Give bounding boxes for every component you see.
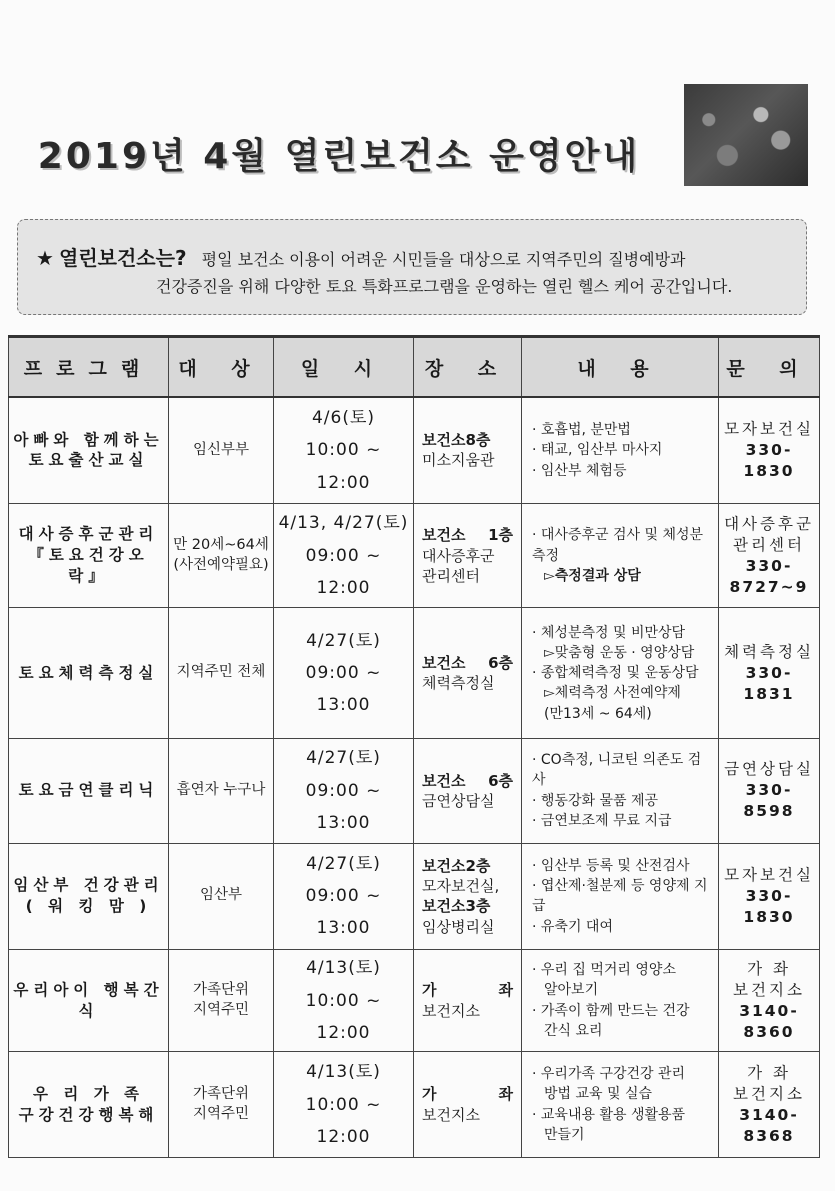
date-cell [274,843,414,949]
contact-line: 3140-8368 [739,1105,799,1145]
header-target: 대 상 [169,337,274,398]
header-place: 장 소 [414,337,522,398]
content-line: · 체성분측정 및 비만상담 [532,624,686,641]
contact-line: 가 좌 [747,959,791,978]
contact-line: 330-8598 [743,781,795,821]
content-line: · 행동강화 물품 제공 [532,792,658,809]
content-line: 만들기 [544,1127,585,1144]
program-cell [9,843,169,949]
place-line: 모자보건실, [422,877,500,895]
content-line: 알아보기 [544,982,599,999]
intro-lead: 열린보건소는? [59,246,187,270]
date-cell [274,950,414,1052]
target-cell [169,503,274,607]
content-line: 간식 요리 [544,1023,603,1040]
target-line: 가족단위 [192,1086,250,1103]
program-line: 토요금연클리닉 [18,781,159,800]
contact-cell [719,397,820,503]
intro-line-2: 건강증진을 위해 다양한 토요 특화프로그램을 운영하는 열린 헬스 케어 공간입니다. [156,277,733,296]
contact-cell [719,503,820,607]
place-line: 보건소 6층 [422,654,513,672]
date-line: 09:00 ~ 12:00 [305,545,382,598]
place-cell [414,1052,522,1158]
content-cell [522,739,719,843]
content-cell [522,1052,719,1158]
target-cell [169,397,274,503]
date-line: 4/27(토) [306,630,381,651]
target-line: 지역주민 [192,1001,250,1018]
date-line: 4/13(토) [306,958,381,979]
contact-line: 모자보건실 [724,865,814,884]
table-row [9,503,820,607]
contact-line: 금연상담실 [724,760,814,779]
target-cell [169,1052,274,1158]
header-program: 프로그램 [9,337,169,398]
contact-line: 330-1831 [743,663,795,703]
date-line: 4/27(토) [306,853,381,874]
target-cell [169,843,274,949]
content-line: · 가족이 함께 만드는 건강 [532,1002,690,1019]
date-cell [274,503,414,607]
table-row [9,843,820,949]
table-row [9,608,820,739]
contact-cell [719,950,820,1052]
contact-line: 3140-8360 [739,1001,799,1041]
content-cell [522,608,719,739]
date-line: 09:00 ~ 13:00 [305,663,382,716]
place-line: 보건소 1층 [422,526,513,545]
content-line: · 금연보조제 무료 지급 [532,813,672,830]
place-line: 대사증후군 [422,546,495,565]
place-line: 가 좌 [422,981,513,1000]
content-line: · 유축기 대여 [532,918,613,935]
content-cell [522,397,719,503]
target-cell [169,739,274,843]
contact-cell [719,1052,820,1158]
place-line: 관리센터 [422,566,480,585]
program-cell [9,1052,169,1158]
table-row [9,397,820,503]
place-line: 가 좌 [422,1085,513,1104]
place-cell [414,843,522,949]
target-cell [169,608,274,739]
program-line: ( 워 킹 맘 ) [25,897,152,916]
program-cell [9,503,169,607]
place-line: 보건소3층 [422,897,491,916]
header-date: 일 시 [274,337,414,398]
program-cell [9,739,169,843]
content-line: · 임산부 체험등 [532,462,627,479]
content-line: · 우리 집 먹거리 영양소 [532,962,676,979]
place-cell [414,503,522,607]
program-line: 우 리 가 족 [32,1084,145,1103]
content-line: · 호흡법, 분만법 [532,422,631,439]
contact-cell [719,739,820,843]
date-cell [274,739,414,843]
place-line: 보건소8층 [422,431,491,450]
date-line: 09:00 ~ 13:00 [305,780,382,833]
program-cell [9,608,169,739]
page-title: 2019년 4월 열린보건소 운영안내 [37,136,641,177]
program-line: 토요체력측정실 [18,663,159,682]
content-line: · 태교, 임산부 마사지 [532,442,663,459]
content-line: · 대사증후군 검사 및 체성분 측정 [532,527,704,564]
table-row [9,739,820,843]
place-line: 보건소2층 [422,856,491,875]
table-header-row [9,337,820,398]
target-line: (사전예약필요) [173,556,269,573]
header-content: 내 용 [522,337,719,398]
program-table [8,335,820,1158]
content-line: · 임산부 등록 및 산전검사 [532,857,690,874]
content-line: · 교육내용 활용 생활용품 [532,1106,686,1123]
contact-line: 관리센터 [733,535,805,554]
program-cell [9,950,169,1052]
place-line: 보건지소 [422,1105,480,1124]
date-line: 10:00 ~ 12:00 [305,1094,382,1147]
program-line: 임산부 건강관리 [13,876,164,895]
table-row [9,1052,820,1158]
program-line: 『토요건강오락』 [28,546,149,586]
date-line: 4/27(토) [306,748,381,769]
contact-line: 보건지소 [733,1084,805,1103]
content-cell [522,843,719,949]
target-line: 지역주민 [192,1105,250,1122]
program-line: 토요출산교실 [28,451,149,470]
target-line: 만 20세~64세 [173,537,269,554]
date-cell [274,608,414,739]
target-line: 임산부 [199,887,243,904]
program-cell [9,397,169,503]
content-cell [522,950,719,1052]
content-line: · 엽산제·철분제 등 영양제 지급 [532,877,708,915]
date-line: 10:00 ~ 12:00 [305,440,382,493]
content-line: (만13세 ~ 64세) [544,705,652,722]
place-cell [414,397,522,503]
date-line: 09:00 ~ 13:00 [305,886,382,939]
place-line: 보건소 6층 [422,771,513,790]
place-line: 임상병리실 [422,917,495,936]
contact-line: 모자보건실 [724,420,814,439]
intro-line-1 [36,242,685,271]
date-line: 10:00 ~ 12:00 [305,990,382,1043]
header-contact: 문 의 [719,337,820,398]
contact-line: 330-1830 [743,441,795,480]
place-cell [414,608,522,739]
content-line: 방법 교육 및 실습 [544,1086,653,1103]
target-line: 흡연자 누구나 [176,782,266,798]
content-line: · 종합체력측정 및 운동상담 [532,665,699,682]
content-line: · 우리가족 구강건강 관리 [532,1066,686,1083]
place-line: 금연상담실 [422,791,495,810]
place-cell [414,739,522,843]
target-line: 가족단위 [192,982,250,999]
date-line: 4/13, 4/27(토) [278,513,409,534]
date-line: 4/6(토) [311,408,376,429]
content-line: ▻맞춤형 운동 · 영양상담 [544,644,695,661]
contact-line: 330-8727~9 [729,556,809,596]
program-line: 대사증후군관리 [18,525,159,544]
contact-line: 보건지소 [733,980,805,999]
date-cell [274,1052,414,1158]
flower-photo [684,84,808,186]
place-line: 미소지움관 [422,451,495,470]
contact-line: 대사증후군 [724,514,814,533]
program-line: 우리아이 행복간식 [13,980,164,1020]
content-cell [522,503,719,607]
intro-box [17,219,807,315]
date-line: 4/13(토) [306,1062,381,1083]
target-line: 지역주민 전체 [176,664,266,681]
target-line: 임신부부 [192,441,250,458]
contact-line: 가 좌 [747,1063,791,1082]
place-line: 보건지소 [422,1001,480,1020]
program-line: 아빠와 함께하는 [13,430,164,449]
program-line: 구강건강행복해 [18,1105,159,1124]
contact-line: 체력측정실 [724,642,814,661]
place-cell [414,950,522,1052]
content-line: ▻체력측정 사전예약제 [544,685,681,702]
content-line: · CO측정, 니코틴 의존도 검사 [532,752,702,789]
table-row [9,950,820,1052]
contact-line: 330-1830 [743,886,795,926]
date-cell [274,397,414,503]
content-line: ▻측정결과 상담 [544,567,641,584]
star-icon: ★ [36,246,54,270]
intro-text-1: 평일 보건소 이용이 어려운 시민들을 대상으로 지역주민의 질병예방과 [201,250,686,269]
contact-cell [719,843,820,949]
place-line: 체력측정실 [422,674,495,693]
target-cell [169,950,274,1052]
contact-cell [719,608,820,739]
